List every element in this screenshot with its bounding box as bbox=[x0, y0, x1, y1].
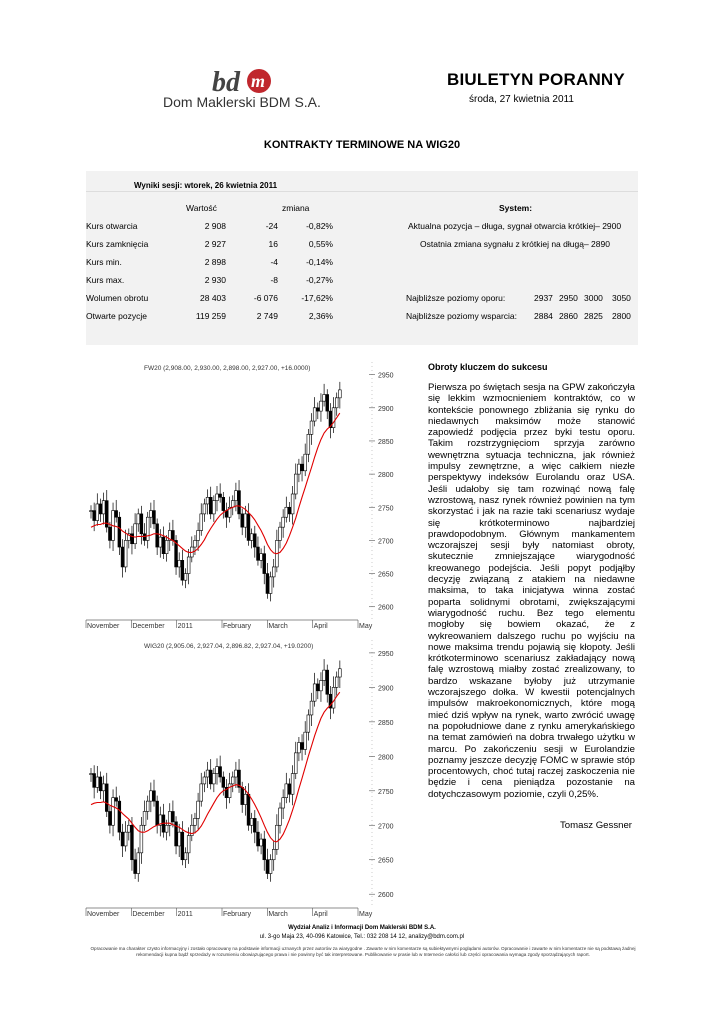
candle-body bbox=[102, 501, 105, 514]
x-tick-label: February bbox=[223, 911, 252, 918]
x-tick-label: November bbox=[87, 623, 120, 630]
chart-title: FW20 (2,908.00, 2,930.00, 2,898.00, 2,927.00, +16.0000) bbox=[144, 365, 311, 372]
candle-body bbox=[244, 514, 247, 527]
candle-body bbox=[165, 825, 168, 832]
candle-body bbox=[109, 811, 112, 825]
candle-body bbox=[250, 818, 253, 825]
candle-body bbox=[115, 798, 118, 801]
results-change-cell: 16 bbox=[268, 239, 278, 249]
candle-body bbox=[159, 537, 162, 547]
candle-body bbox=[149, 791, 152, 801]
results-pct-cell: 0,55% bbox=[308, 239, 333, 249]
candle-body bbox=[294, 753, 297, 774]
results-label-cell: Kurs max. bbox=[86, 275, 125, 285]
results-title: Wyniki sesji: wtorek, 26 kwietnia 2011 bbox=[134, 181, 278, 190]
results-value-cell: 2 908 bbox=[204, 221, 226, 231]
candle-body bbox=[307, 715, 310, 732]
candle-body bbox=[197, 801, 200, 818]
candle-body bbox=[105, 784, 108, 812]
candle-body bbox=[109, 527, 112, 540]
candle-body bbox=[197, 530, 200, 540]
candle-body bbox=[131, 534, 134, 544]
candle-body bbox=[310, 701, 313, 715]
candle-body bbox=[335, 398, 338, 408]
article-author: Tomasz Gessner bbox=[560, 820, 632, 831]
results-label-cell: Wolumen obrotu bbox=[86, 293, 149, 303]
company-name: Dom Maklerski BDM S.A. bbox=[163, 94, 321, 110]
candle-body bbox=[209, 497, 212, 514]
candle-body bbox=[285, 784, 288, 798]
candle-body bbox=[320, 401, 323, 411]
candle-body bbox=[298, 743, 301, 753]
system-header: System: bbox=[499, 203, 533, 213]
y-tick-label: 2900 bbox=[378, 405, 394, 413]
candle-body bbox=[301, 743, 304, 750]
x-tick-label: March bbox=[268, 623, 288, 630]
candle-body bbox=[266, 574, 269, 594]
candle-body bbox=[332, 687, 335, 708]
candle-body bbox=[304, 732, 307, 749]
candle-body bbox=[294, 474, 297, 494]
candle-body bbox=[127, 825, 130, 832]
support-level: 2800 bbox=[612, 311, 631, 321]
candle-body bbox=[307, 434, 310, 454]
support-level: 2884 bbox=[534, 311, 553, 321]
divider bbox=[86, 191, 638, 192]
support-level: 2825 bbox=[584, 311, 603, 321]
candle-body bbox=[228, 784, 231, 798]
fw20-candlestick-chart bbox=[84, 358, 394, 633]
candle-body bbox=[241, 514, 244, 527]
candle-body bbox=[137, 514, 140, 524]
y-tick-label: 2950 bbox=[378, 372, 394, 380]
candle-body bbox=[235, 491, 238, 501]
candle-body bbox=[162, 537, 165, 554]
candle-body bbox=[181, 832, 184, 860]
resistance-level: 3050 bbox=[612, 293, 631, 303]
col-header-value: Wartość bbox=[186, 203, 217, 213]
candle-body bbox=[247, 794, 250, 825]
candle-body bbox=[219, 767, 222, 777]
candle-body bbox=[263, 554, 266, 574]
candle-body bbox=[301, 464, 304, 471]
results-value-cell: 2 930 bbox=[204, 275, 226, 285]
article-title: Obroty kluczem do sukcesu bbox=[428, 362, 548, 372]
results-change-cell: -4 bbox=[270, 257, 278, 267]
candle-body bbox=[112, 798, 115, 826]
y-tick-label: 2600 bbox=[378, 892, 394, 900]
y-tick-label: 2850 bbox=[378, 719, 394, 727]
candle-body bbox=[253, 818, 256, 832]
results-change-cell: 2 749 bbox=[256, 311, 278, 321]
x-tick-label: December bbox=[132, 623, 165, 630]
candle-body bbox=[153, 791, 156, 801]
candle-body bbox=[156, 801, 159, 825]
col-header-change: zmiana bbox=[282, 203, 310, 213]
candle-body bbox=[313, 408, 316, 421]
candle-body bbox=[118, 517, 121, 547]
system-line: Aktualna pozycja – długa, sygnał otwarcia krótkiej– 2900 bbox=[408, 221, 622, 231]
candle-body bbox=[209, 770, 212, 784]
candle-body bbox=[99, 777, 102, 791]
candle-body bbox=[272, 567, 275, 577]
y-tick-label: 2750 bbox=[378, 788, 394, 796]
candle-body bbox=[257, 547, 260, 560]
candle-body bbox=[235, 770, 238, 777]
candle-body bbox=[275, 825, 278, 849]
x-tick-label: April bbox=[313, 911, 328, 918]
candle-body bbox=[219, 494, 222, 497]
candle-body bbox=[216, 767, 219, 774]
candle-body bbox=[310, 421, 313, 434]
results-value-cell: 28 403 bbox=[200, 293, 226, 303]
candle-body bbox=[212, 501, 215, 514]
candle-body bbox=[260, 839, 263, 846]
candle-body bbox=[181, 560, 184, 580]
candle-body bbox=[323, 395, 326, 402]
candle-body bbox=[323, 670, 326, 680]
candle-body bbox=[316, 408, 319, 411]
candle-body bbox=[206, 770, 209, 777]
candle-body bbox=[241, 787, 244, 804]
candle-body bbox=[143, 811, 146, 825]
candle-body bbox=[216, 494, 219, 501]
candle-body bbox=[149, 511, 152, 518]
candle-body bbox=[96, 777, 99, 787]
y-tick-label: 2800 bbox=[378, 472, 394, 480]
candle-body bbox=[282, 798, 285, 808]
x-tick-label: February bbox=[223, 623, 252, 630]
candle-body bbox=[187, 836, 190, 853]
candle-body bbox=[115, 511, 118, 518]
candle-body bbox=[124, 832, 127, 846]
candle-body bbox=[146, 801, 149, 811]
y-tick-label: 2950 bbox=[378, 650, 394, 658]
session-results-panel bbox=[86, 171, 638, 345]
candle-body bbox=[332, 408, 335, 428]
x-tick-label: 2011 bbox=[177, 623, 193, 630]
results-change-cell: -8 bbox=[270, 275, 278, 285]
candle-body bbox=[272, 849, 275, 859]
article-body: Pierwsza po świętach sesja na GPW zakończyła się lekkim wzmocnieniem kontraktów, co w kontekście ponownego zbliżania się rynku do niedawnych maksimów może stanowić zapowiedź podjęcia przez byki testu oporu. Takim rozstrzygnięciom sprzyja zarówno wewnętrzna sytuacja techniczna, jak również impulsy zewnętrzne, a więc całkiem niezłe perspektywy indeksów Eurolandu oraz USA. Jeśli udałoby się tam rozwinąć nową falę wzrostową, nasz rynek również powinien na tym skorzystać i jak na razie taki scenariusz wydaje się krótkoterminowo najbardziej prawdopodobnym. Głównym mankamentem wczorajszej sesji były natomiast obroty, skutecznie zmniejszające wiarygodność kreowanego podejścia. Jeśli popyt podjąłby decyzję związaną z atakiem na niedawne maksima, to taka inicjatywa winna zostać poparta solidnymi obrotami, zwiększającymi wiarygodność ruchu. Bez tego elementu mogłoby się bowiem okazać, że z wykreowaniem dalszego ruchu po wyjściu na nowe maksima trendu pojawią się kłopoty. Jeśli krótkoterminowo scenariusz zakładający nową falę wzrostową miałby zostać zrealizowany, to bardzo wskazane byłoby już utrzymanie wczorajszego dołka. W kwestii potencjalnych impulsów makroekonomicznych, które mogą mieć dziś wpływ na rynek, warto zwrócić uwagę na popołudniowe dane z rynku amerykańskiego na temat zamówień na dobra trwałego użytku w marcu. Po zakończeniu sesji w Eurolandzie poznamy jeszcze decyzję FOMC w sprawie stóp procentowych, choć tutaj raczej zaskoczenia nie będzie i cena pieniądza pozostanie na dotychczasowym poziomie, czyli 0,25%. bbox=[428, 382, 635, 800]
y-tick-label: 2750 bbox=[378, 505, 394, 513]
candle-body bbox=[187, 557, 190, 574]
candle-body bbox=[140, 825, 143, 853]
y-tick-label: 2650 bbox=[378, 571, 394, 579]
results-change-cell: -24 bbox=[265, 221, 278, 231]
y-tick-label: 2800 bbox=[378, 754, 394, 762]
candle-body bbox=[291, 494, 294, 514]
candle-body bbox=[257, 832, 260, 846]
candle-body bbox=[184, 574, 187, 581]
candle-body bbox=[93, 774, 96, 788]
y-tick-label: 2700 bbox=[378, 538, 394, 546]
candle-body bbox=[338, 669, 341, 677]
candle-body bbox=[269, 577, 272, 594]
results-pct-cell: -0,27% bbox=[306, 275, 333, 285]
candle-body bbox=[288, 784, 291, 794]
candle-body bbox=[156, 524, 159, 547]
footer-contact: ul. 3-go Maja 23, 40-096 Katowice, Tel.: 032 208 14 12, analizy@bdm.com.pl bbox=[259, 934, 465, 940]
results-pct-cell: 2,36% bbox=[308, 311, 333, 321]
candle-body bbox=[172, 530, 175, 540]
x-tick-label: December bbox=[132, 911, 165, 918]
candle-body bbox=[260, 554, 263, 561]
candle-body bbox=[222, 777, 225, 787]
x-tick-label: April bbox=[313, 623, 328, 630]
results-pct-cell: -0,82% bbox=[306, 221, 333, 231]
candle-body bbox=[200, 514, 203, 531]
x-tick-label: March bbox=[268, 911, 288, 918]
candle-body bbox=[90, 774, 93, 775]
y-tick-label: 2700 bbox=[378, 823, 394, 831]
results-pct-cell: -17,62% bbox=[301, 293, 333, 303]
candle-body bbox=[194, 540, 197, 547]
candle-body bbox=[172, 811, 175, 821]
results-value-cell: 119 259 bbox=[195, 311, 226, 321]
x-tick-label: May bbox=[359, 911, 373, 918]
candle-body bbox=[134, 524, 137, 544]
section-title: KONTRAKTY TERMINOWE NA WIG20 bbox=[263, 139, 461, 151]
candle-body bbox=[231, 501, 234, 508]
candle-body bbox=[238, 491, 241, 514]
results-label-cell: Kurs min. bbox=[86, 257, 122, 267]
bulletin-date: środa, 27 kwietnia 2011 bbox=[469, 94, 574, 105]
candle-body bbox=[121, 832, 124, 846]
candle-body bbox=[90, 511, 93, 512]
candle-body bbox=[203, 777, 206, 784]
candle-body bbox=[153, 511, 156, 524]
candle-body bbox=[291, 774, 294, 795]
candle-body bbox=[93, 511, 96, 521]
chart-title: WIG20 (2,905.06, 2,927.04, 2,896.82, 2,927.04, +19.0200) bbox=[144, 643, 314, 650]
candle-body bbox=[253, 534, 256, 547]
candle-body bbox=[137, 853, 140, 874]
candle-body bbox=[206, 497, 209, 504]
wig20-candlestick-chart bbox=[84, 636, 394, 921]
candle-body bbox=[178, 832, 181, 846]
candle-body bbox=[279, 527, 282, 540]
results-change-cell: -6 076 bbox=[253, 293, 278, 303]
candle-body bbox=[338, 390, 341, 398]
results-label-cell: Kurs otwarcia bbox=[86, 221, 138, 231]
y-tick-label: 2850 bbox=[378, 438, 394, 446]
candle-body bbox=[282, 517, 285, 527]
candle-body bbox=[320, 680, 323, 690]
x-tick-label: November bbox=[87, 911, 120, 918]
candle-body bbox=[165, 540, 168, 553]
resistance-level: 3000 bbox=[584, 293, 603, 303]
candle-body bbox=[143, 534, 146, 541]
candle-body bbox=[263, 839, 266, 860]
candle-body bbox=[288, 507, 291, 514]
x-tick-label: 2011 bbox=[177, 911, 193, 918]
candle-body bbox=[194, 818, 197, 825]
candle-body bbox=[96, 504, 99, 521]
candle-body bbox=[178, 560, 181, 567]
candle-body bbox=[124, 540, 127, 567]
candle-body bbox=[212, 774, 215, 784]
y-tick-label: 2650 bbox=[378, 857, 394, 865]
resistance-label: Najbliższe poziomy oporu: bbox=[406, 293, 506, 303]
candle-body bbox=[326, 395, 329, 412]
candle-body bbox=[121, 547, 124, 567]
candle-body bbox=[146, 517, 149, 540]
candle-body bbox=[304, 454, 307, 471]
candle-body bbox=[200, 784, 203, 801]
candle-body bbox=[285, 507, 288, 517]
svg-text:m: m bbox=[251, 71, 266, 91]
candle-body bbox=[102, 784, 105, 791]
results-label-cell: Otwarte pozycje bbox=[86, 311, 147, 321]
footer-department: Wydział Analiz i Informacji Dom Maklerski BDM S.A. bbox=[288, 925, 436, 931]
moving-average-line bbox=[91, 413, 340, 554]
support-level: 2860 bbox=[559, 311, 578, 321]
candle-body bbox=[131, 825, 134, 859]
x-tick-label: May bbox=[359, 623, 373, 630]
system-line: Ostatnia zmiana sygnału z krótkiej na długą– 2890 bbox=[420, 239, 610, 249]
candle-body bbox=[244, 794, 247, 804]
candle-body bbox=[316, 684, 319, 691]
results-label-cell: Kurs zamknięcia bbox=[86, 239, 149, 249]
resistance-level: 2937 bbox=[534, 293, 553, 303]
candle-body bbox=[231, 777, 234, 784]
candle-body bbox=[313, 684, 316, 701]
candle-body bbox=[203, 504, 206, 514]
support-label: Najbliższe poziomy wsparcia: bbox=[406, 311, 518, 321]
candle-body bbox=[279, 808, 282, 825]
candle-body bbox=[335, 677, 338, 687]
results-value-cell: 2 898 bbox=[204, 257, 226, 267]
y-tick-label: 2600 bbox=[378, 604, 394, 612]
candle-body bbox=[222, 497, 225, 510]
candle-body bbox=[269, 860, 272, 874]
results-pct-cell: -0,14% bbox=[306, 257, 333, 267]
y-tick-label: 2900 bbox=[378, 685, 394, 693]
candle-body bbox=[99, 504, 102, 514]
resistance-level: 2950 bbox=[559, 293, 578, 303]
results-value-cell: 2 927 bbox=[204, 239, 226, 249]
candle-body bbox=[184, 853, 187, 860]
candle-body bbox=[118, 801, 121, 832]
candle-body bbox=[134, 860, 137, 874]
candle-body bbox=[140, 514, 143, 534]
footer-disclaimer: Opracowanie ma charakter czysto informacyjny i zostało opracowany na podstawie informacji uznanych przez autorów za wiarygodne . Zawarte w nim komentarze są subiektywnymi poglądami autorów. Opracowanie i zawarte w nim komentarze nie są podstawą żadnej rekomendacji kupna bądź sprzedaży w rozumieniu obowiązującego prawa i nie powinny być tak interpretowane. Publikowanie w prasie lub w Internecie całości lub części opracowania wymaga zgody sporządzających raport. bbox=[90, 946, 636, 957]
candle-body bbox=[250, 534, 253, 541]
candle-body bbox=[326, 670, 329, 694]
candle-body bbox=[298, 464, 301, 474]
bulletin-title: BIULETYN PORANNY bbox=[447, 70, 625, 89]
svg-text:bd: bd bbox=[212, 67, 240, 98]
candle-body bbox=[266, 860, 269, 874]
candle-body bbox=[247, 514, 250, 541]
